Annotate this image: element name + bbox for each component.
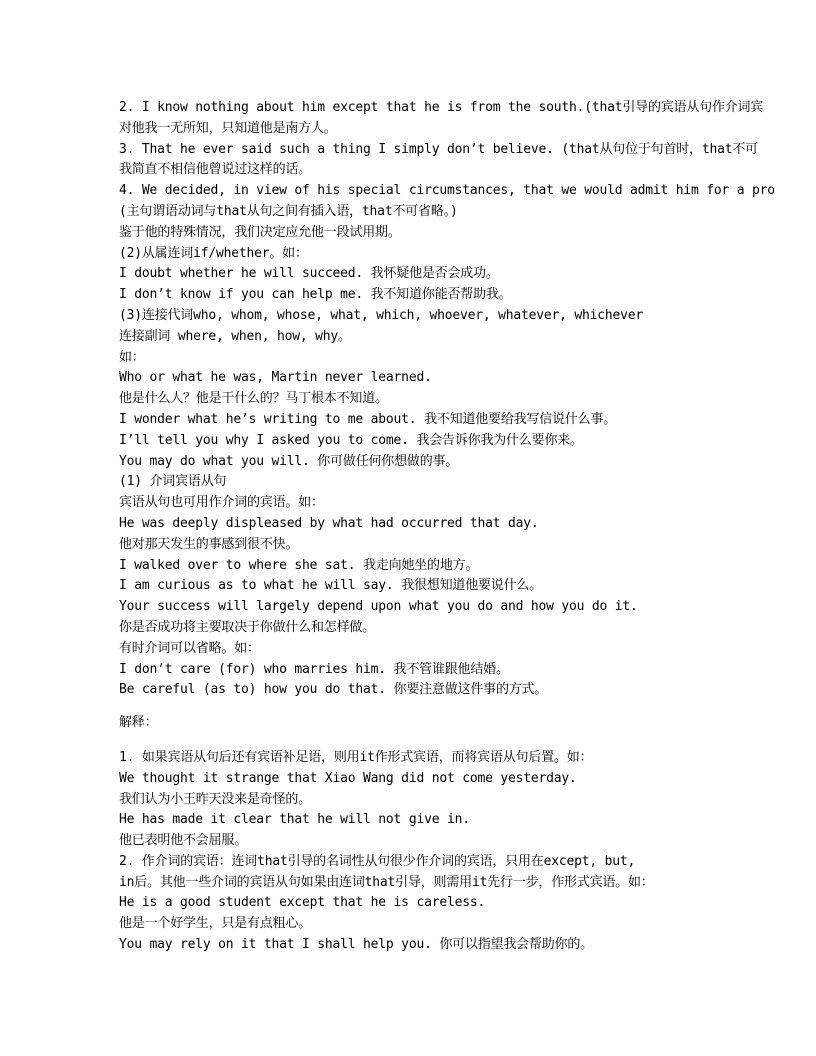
text-line: (2)从属连词if/whether。如： — [119, 245, 308, 261]
text-line: He is a good student except that he is careless. — [119, 895, 486, 911]
text-line: 2. I know nothing about him except that he is from the south.(that引导的宾语从句作介词宾 — [119, 100, 764, 115]
text-line: He was deeply displeased by what had occurred that day. — [119, 515, 539, 531]
text-line: I wonder what he’s writing to me about. 我不知道他要给我写信说什么事。 — [119, 411, 617, 427]
text-line: I doubt whether he will succeed. 我怀疑他是否会成功。 — [119, 266, 499, 282]
text-line: I don’t know if you can help me. 我不知道你能否帮助我。 — [119, 287, 512, 303]
text-line: Who or what he was, Martin never learned. — [119, 370, 432, 386]
text-line: I don’t care (for) who marries him. 我不管谁跟他结婚。 — [119, 661, 509, 677]
text-line: 我简直不相信他曾说过这样的话。 — [119, 162, 312, 178]
text-line: 连接副词 where, when, how, why。 — [119, 328, 351, 344]
text-line: 对他我一无所知，只知道他是南方人。 — [119, 120, 337, 136]
text-line: You may do what you will. 你可做任何你想做的事。 — [119, 453, 459, 469]
text-line: (1) 介词宾语从句 — [119, 474, 227, 490]
text-line: You may rely on it that I shall help you. 你可以指望我会帮助你的。 — [119, 937, 593, 953]
text-line: He has made it clear that he will not give in. — [119, 812, 470, 828]
text-line: 我们认为小王昨天没来是奇怪的。 — [119, 791, 312, 807]
document-body — [119, 98, 816, 956]
text-line: 他对那天发生的事感到很不快。 — [119, 536, 299, 552]
text-line: Be careful (as to) how you do that. 你要注意做这件事的方式。 — [119, 682, 548, 698]
text-line: 宾语从句也可用作介词的宾语。如： — [119, 495, 324, 511]
text-line: 3. That he ever said such a thing I simply don’t believe. (that从句位于句首时，that不可 — [119, 141, 758, 157]
text-line: I’ll tell you why I asked you to come. 我会告诉你我为什么要你来。 — [119, 432, 583, 448]
spacer — [119, 701, 816, 713]
text-line: 他已表明他不会屈服。 — [119, 833, 248, 849]
text-line: I walked over to where she sat. 我走向她坐的地方。 — [119, 557, 479, 573]
text-line: (主句谓语动词与that从句之间有插入语，that不可省略。) — [119, 203, 458, 219]
text-line: 4. We decided, in view of his special circumstances, that we would admit him for a pro — [119, 183, 775, 199]
text-line: 如： — [119, 349, 145, 365]
text-line: I am curious as to what he will say. 我很想知道他要说什么。 — [119, 578, 542, 594]
text-line: 2. 作介词的宾语：连词that引导的名词性从句很少作介词的宾语，只用在except, but, — [119, 853, 636, 869]
text-line: 他是什么人？他是干什么的？马丁根本不知道。 — [119, 391, 388, 407]
spacer — [119, 734, 816, 748]
text-line: Your success will largely depend upon what you do and how you do it. — [119, 599, 638, 615]
text-line: (3)连接代词who, whom, whose, what, which, whoever, whatever, whichever — [119, 307, 644, 323]
text-line: 有时介词可以省略。如： — [119, 640, 260, 656]
section-heading: 解释： — [119, 715, 158, 731]
text-line: 你是否成功将主要取决于你做什么和怎样做。 — [119, 619, 376, 635]
text-line: 鉴于他的特殊情况，我们决定应允他一段试用期。 — [119, 224, 401, 240]
text-line: 1. 如果宾语从句后还有宾语补足语，则用it作形式宾语，而将宾语从句后置。如： — [119, 749, 593, 765]
text-line: 他是一个好学生，只是有点粗心。 — [119, 916, 312, 932]
text-line: We thought it strange that Xiao Wang did not come yesterday. — [119, 770, 577, 786]
text-line: in后。其他一些介词的宾语从句如果由连词that引导，则需用it先行一步，作形式宾语。如： — [119, 874, 654, 890]
